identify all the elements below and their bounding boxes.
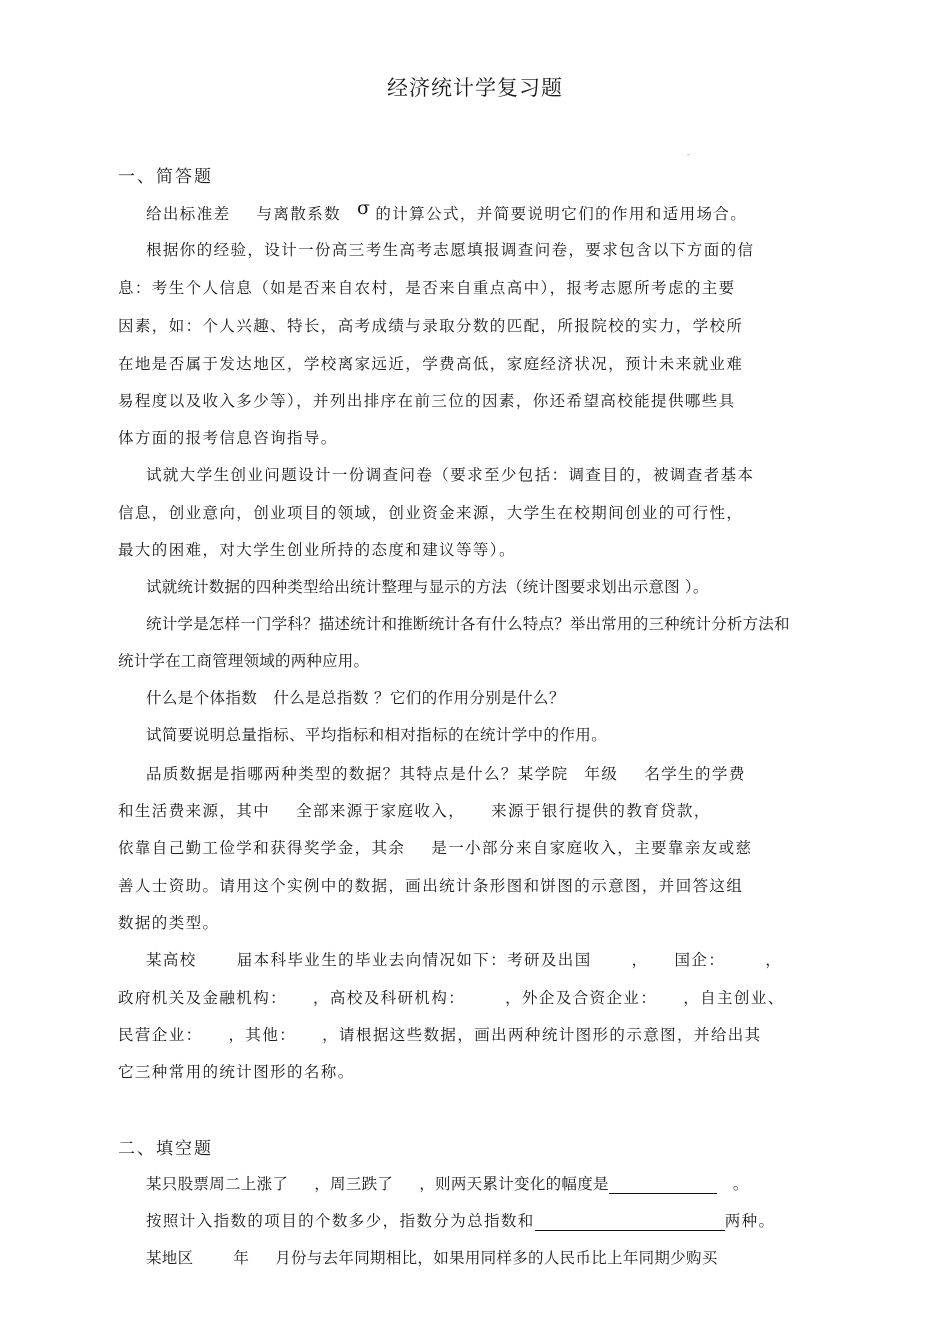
stray-mark: - [687,150,690,159]
answer-blank-1 [609,1176,717,1194]
document-title: 经济统计学复习题 [387,76,563,100]
sigma-symbol: σ [357,197,372,219]
fill-question-1: 某只股票周二上涨了 ，周三跌了 ，则两天累计变化的幅度是 。 [146,1175,749,1193]
section-heading-short-answer: 一、简答题 [118,167,213,187]
question-7: 试简要说明总量指标、平均指标和相对指标的在统计学中的作用。 [146,726,608,744]
question-4: 试就统计数据的四种类型给出统计整理与显示的方法（统计图要求划出示意图 ）。 [146,578,709,596]
section-heading-fill-in: 二、填空题 [118,1139,213,1159]
question-6: 什么是个体指数 什么是总指数 ？它们的作用分别是什么？ [146,689,565,707]
answer-blank-2 [535,1213,725,1231]
question-1: 给出标准差 与离散系数 σ 的计算公式，并简要说明它们的作用和适用场合。 [146,197,748,223]
fill-question-3: 某地区 年 月份与去年同期相比，如果用同样多的人民币比上年同期少购买 [146,1249,718,1267]
fill-question-2: 按照计入指数的项目的个数多少，指数分为总指数和 两种。 [146,1212,776,1230]
